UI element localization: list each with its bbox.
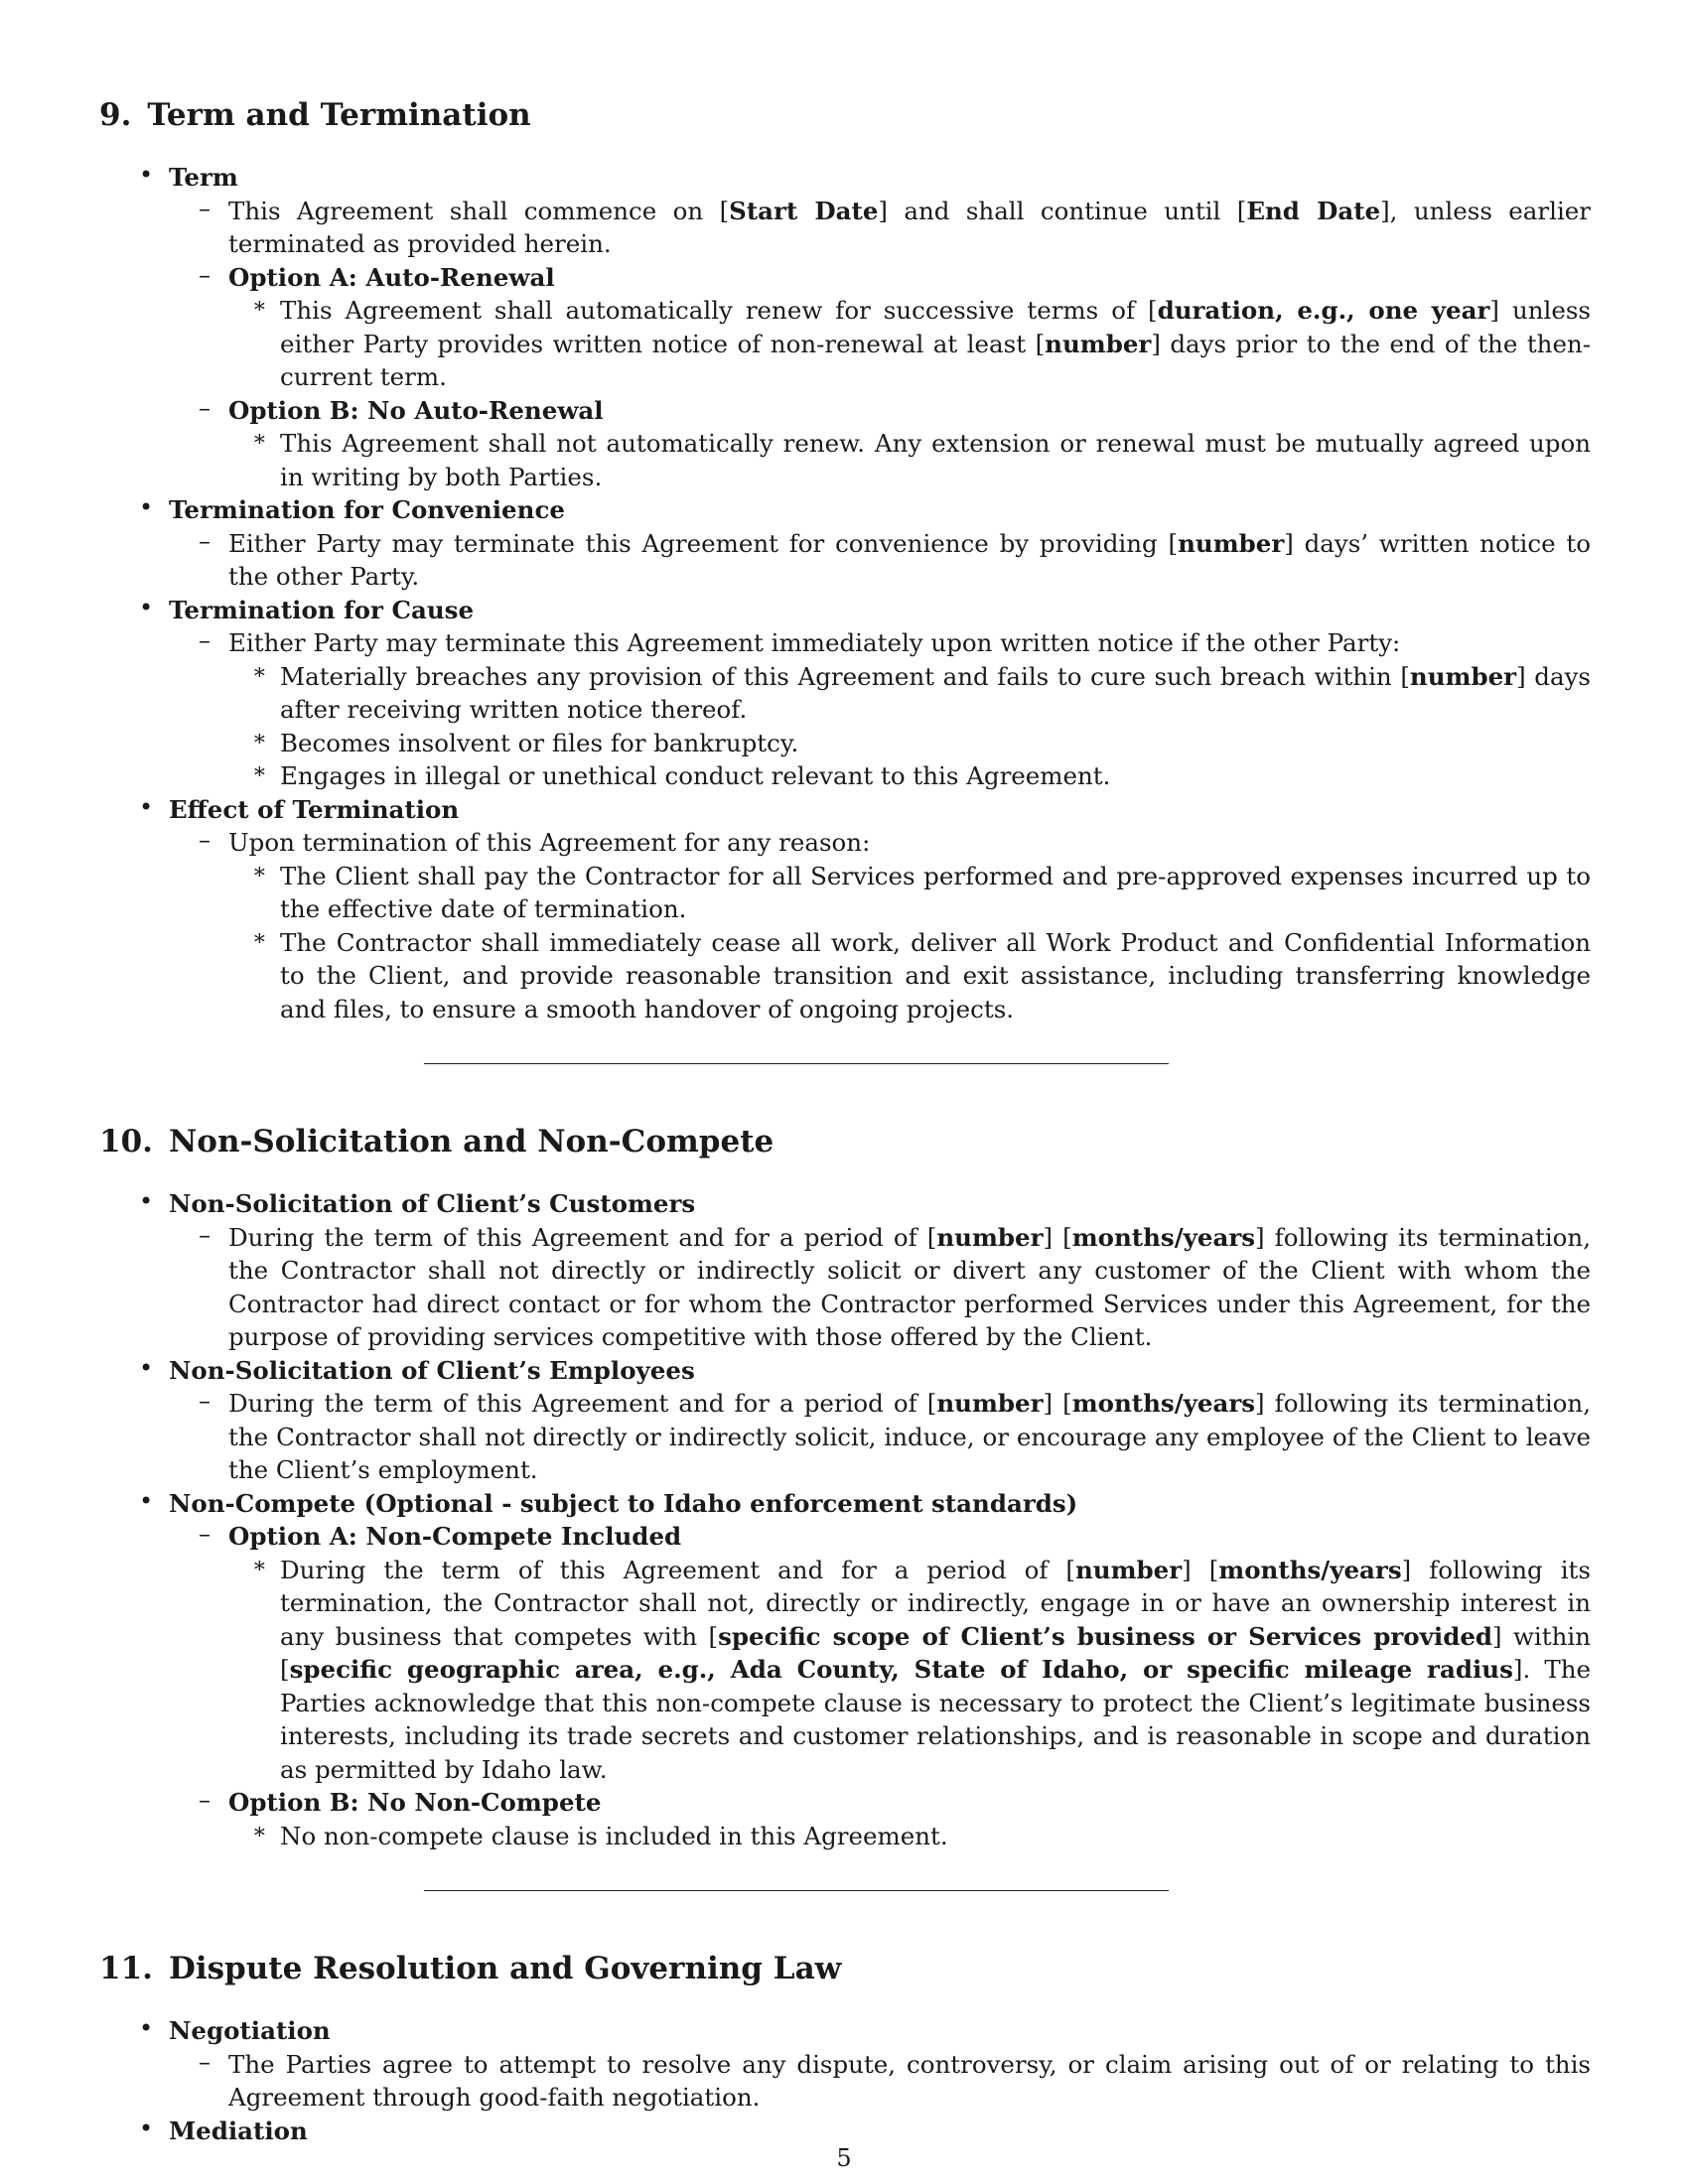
paragraph: ∗ During the term of this Agreement and for a period of [number] [months/years] following its termination, the Contractor shall not, directly or indirectly, engage in or have an ownership interest in any business that competes with [specific scope of Client’s business or Services provided] within [specific geographic area, e.g., Ada County, State of Idaho, or specific mileage radius]. The Parties acknowledge that this non-compete clause is necessary to protect the Client’s legitimate business interests, including its trade secrets and customer relationships, and is reasonable in scope and duration as permitted by Idaho law.	[280, 1555, 1591, 1784]
paragraph: – Either Party may terminate this Agreement immediately upon written notice if the other Party:	[228, 628, 1401, 657]
list-item	[228, 727, 1591, 760]
list-level-1	[99, 2014, 1591, 2147]
paragraph: ∗ Engages in illegal or unethical conduct relevant to this Agreement.	[280, 761, 1111, 790]
section-number: 11.	[99, 1951, 153, 1986]
list-item	[169, 527, 1591, 594]
list-item	[169, 2048, 1591, 2115]
section-title: Dispute Resolution and Governing Law	[168, 1951, 842, 1986]
section-heading	[99, 87, 1591, 143]
section-9	[99, 87, 1591, 1025]
item-title: • Non-Solicitation of Client’s Employees	[169, 1355, 695, 1385]
item-title: • Effect of Termination	[169, 794, 460, 824]
list-level-2	[169, 195, 1591, 494]
list-item	[228, 759, 1591, 793]
item-title: • Non-Compete (Optional - subject to Idaho enforcement standards)	[169, 1488, 1078, 1518]
paragraph: – Upon termination of this Agreement for any reason:	[228, 828, 871, 857]
paragraph: ∗ The Client shall pay the Contractor for all Services performed and pre-approved expenses incurred up to the effective date of termination.	[280, 861, 1591, 923]
list-level-3	[228, 860, 1591, 1026]
list-level-2	[169, 1520, 1591, 1852]
list-level-3	[228, 1820, 1591, 1853]
paragraph: – This Agreement shall commence on [Start Date] and shall continue until [End Date], unless earlier terminated as provided herein.	[228, 196, 1591, 258]
section-divider	[424, 1890, 1169, 1891]
list-item	[228, 1820, 1591, 1853]
list-item	[228, 294, 1591, 394]
section-number: 10.	[99, 1124, 153, 1160]
list-level-2	[169, 1221, 1591, 1354]
paragraph: – During the term of this Agreement and for a period of [number] [months/years] following its termination, the Contractor shall not directly or indirectly solicit, induce, or encourage any employee of the Client to leave the Client’s employment.	[228, 1389, 1591, 1484]
section-title: Term and Termination	[147, 97, 531, 133]
item-title: • Negotiation	[169, 2016, 331, 2045]
list-level-2	[169, 1387, 1591, 1487]
list-item	[169, 195, 1591, 261]
paragraph: ∗ Becomes insolvent or files for bankruptcy.	[280, 728, 799, 757]
list-item	[169, 261, 1591, 394]
list-item	[99, 493, 1591, 594]
item-title: – Option A: Auto-Renewal	[228, 262, 555, 292]
list-item	[99, 1487, 1591, 1853]
list-item	[169, 826, 1591, 1025]
list-item	[228, 1554, 1591, 1787]
item-title: – Option B: No Auto-Renewal	[228, 395, 604, 425]
list-level-3	[228, 294, 1591, 394]
paragraph: ∗ Materially breaches any provision of this Agreement and fails to cure such breach within [number] days after receiving written notice thereof.	[280, 661, 1591, 724]
list-item	[99, 1354, 1591, 1487]
item-title: – Option B: No Non-Compete	[228, 1788, 602, 1817]
list-item	[169, 1221, 1591, 1354]
list-item	[99, 2014, 1591, 2115]
list-level-1	[99, 161, 1591, 1025]
list-level-2	[169, 826, 1591, 1025]
document-page	[99, 87, 1591, 2147]
list-item	[169, 1520, 1591, 1786]
list-item	[169, 1387, 1591, 1487]
list-level-3	[228, 1554, 1591, 1787]
list-item	[228, 427, 1591, 493]
list-item	[169, 626, 1591, 793]
list-item	[99, 793, 1591, 1026]
list-item	[228, 926, 1591, 1026]
paragraph: – The Parties agree to attempt to resolve any dispute, controversy, or claim arising out of or relating to this Agreement through good-faith negotiation.	[228, 2049, 1591, 2112]
item-title: • Term	[169, 163, 238, 192]
paragraph: – Either Party may terminate this Agreement for convenience by providing [number] days’ written notice to the other Party.	[228, 528, 1592, 591]
section-heading	[99, 1941, 1591, 1996]
section-10	[99, 1114, 1591, 1852]
paragraph: ∗ The Contractor shall immediately cease all work, deliver all Work Product and Confidential Information to the Client, and provide reasonable transition and exit assistance, including transferring knowledge and files, to ensure a smooth handover of ongoing projects.	[280, 927, 1591, 1024]
item-title: – Option A: Non-Compete Included	[228, 1522, 682, 1551]
section-title: Non-Solicitation and Non-Compete	[168, 1124, 774, 1160]
section-number: 9.	[99, 97, 132, 133]
page-number: 5	[836, 2144, 852, 2172]
list-item	[99, 594, 1591, 793]
item-title: • Termination for Convenience	[169, 495, 565, 524]
list-level-2	[169, 626, 1591, 793]
list-item	[228, 660, 1591, 727]
item-title: • Mediation	[169, 2116, 308, 2145]
list-item	[228, 860, 1591, 926]
paragraph: – During the term of this Agreement and for a period of [number] [months/years] following its termination, the Contractor shall not directly or indirectly solicit or divert any customer of the Client with whom the Contractor had direct contact or for whom the Contractor performed Services under this Agreement, for the purpose of providing services competitive with those offered by the Client.	[228, 1222, 1591, 1351]
list-item	[99, 1187, 1591, 1354]
list-level-3	[228, 660, 1591, 793]
list-item	[169, 394, 1591, 494]
list-item	[99, 2115, 1591, 2148]
list-item	[99, 161, 1591, 493]
section-11	[99, 1941, 1591, 2147]
paragraph: ∗ This Agreement shall automatically renew for successive terms of [duration, e.g., one year] unless either Party provides written notice of non-renewal at least [number] days prior to the end of the then-current term.	[280, 296, 1591, 391]
list-level-2	[169, 527, 1591, 594]
section-heading	[99, 1114, 1591, 1169]
section-divider	[424, 1063, 1169, 1064]
item-title: • Termination for Cause	[169, 595, 475, 624]
list-level-1	[99, 1187, 1591, 1852]
list-level-2	[169, 2048, 1591, 2115]
item-title: • Non-Solicitation of Client’s Customers	[169, 1189, 696, 1218]
list-item	[169, 1786, 1591, 1852]
list-level-3	[228, 427, 1591, 493]
paragraph: ∗ No non-compete clause is included in this Agreement.	[280, 1821, 948, 1850]
paragraph: ∗ This Agreement shall not automatically renew. Any extension or renewal must be mutually agreed upon in writing by both Parties.	[280, 429, 1591, 491]
